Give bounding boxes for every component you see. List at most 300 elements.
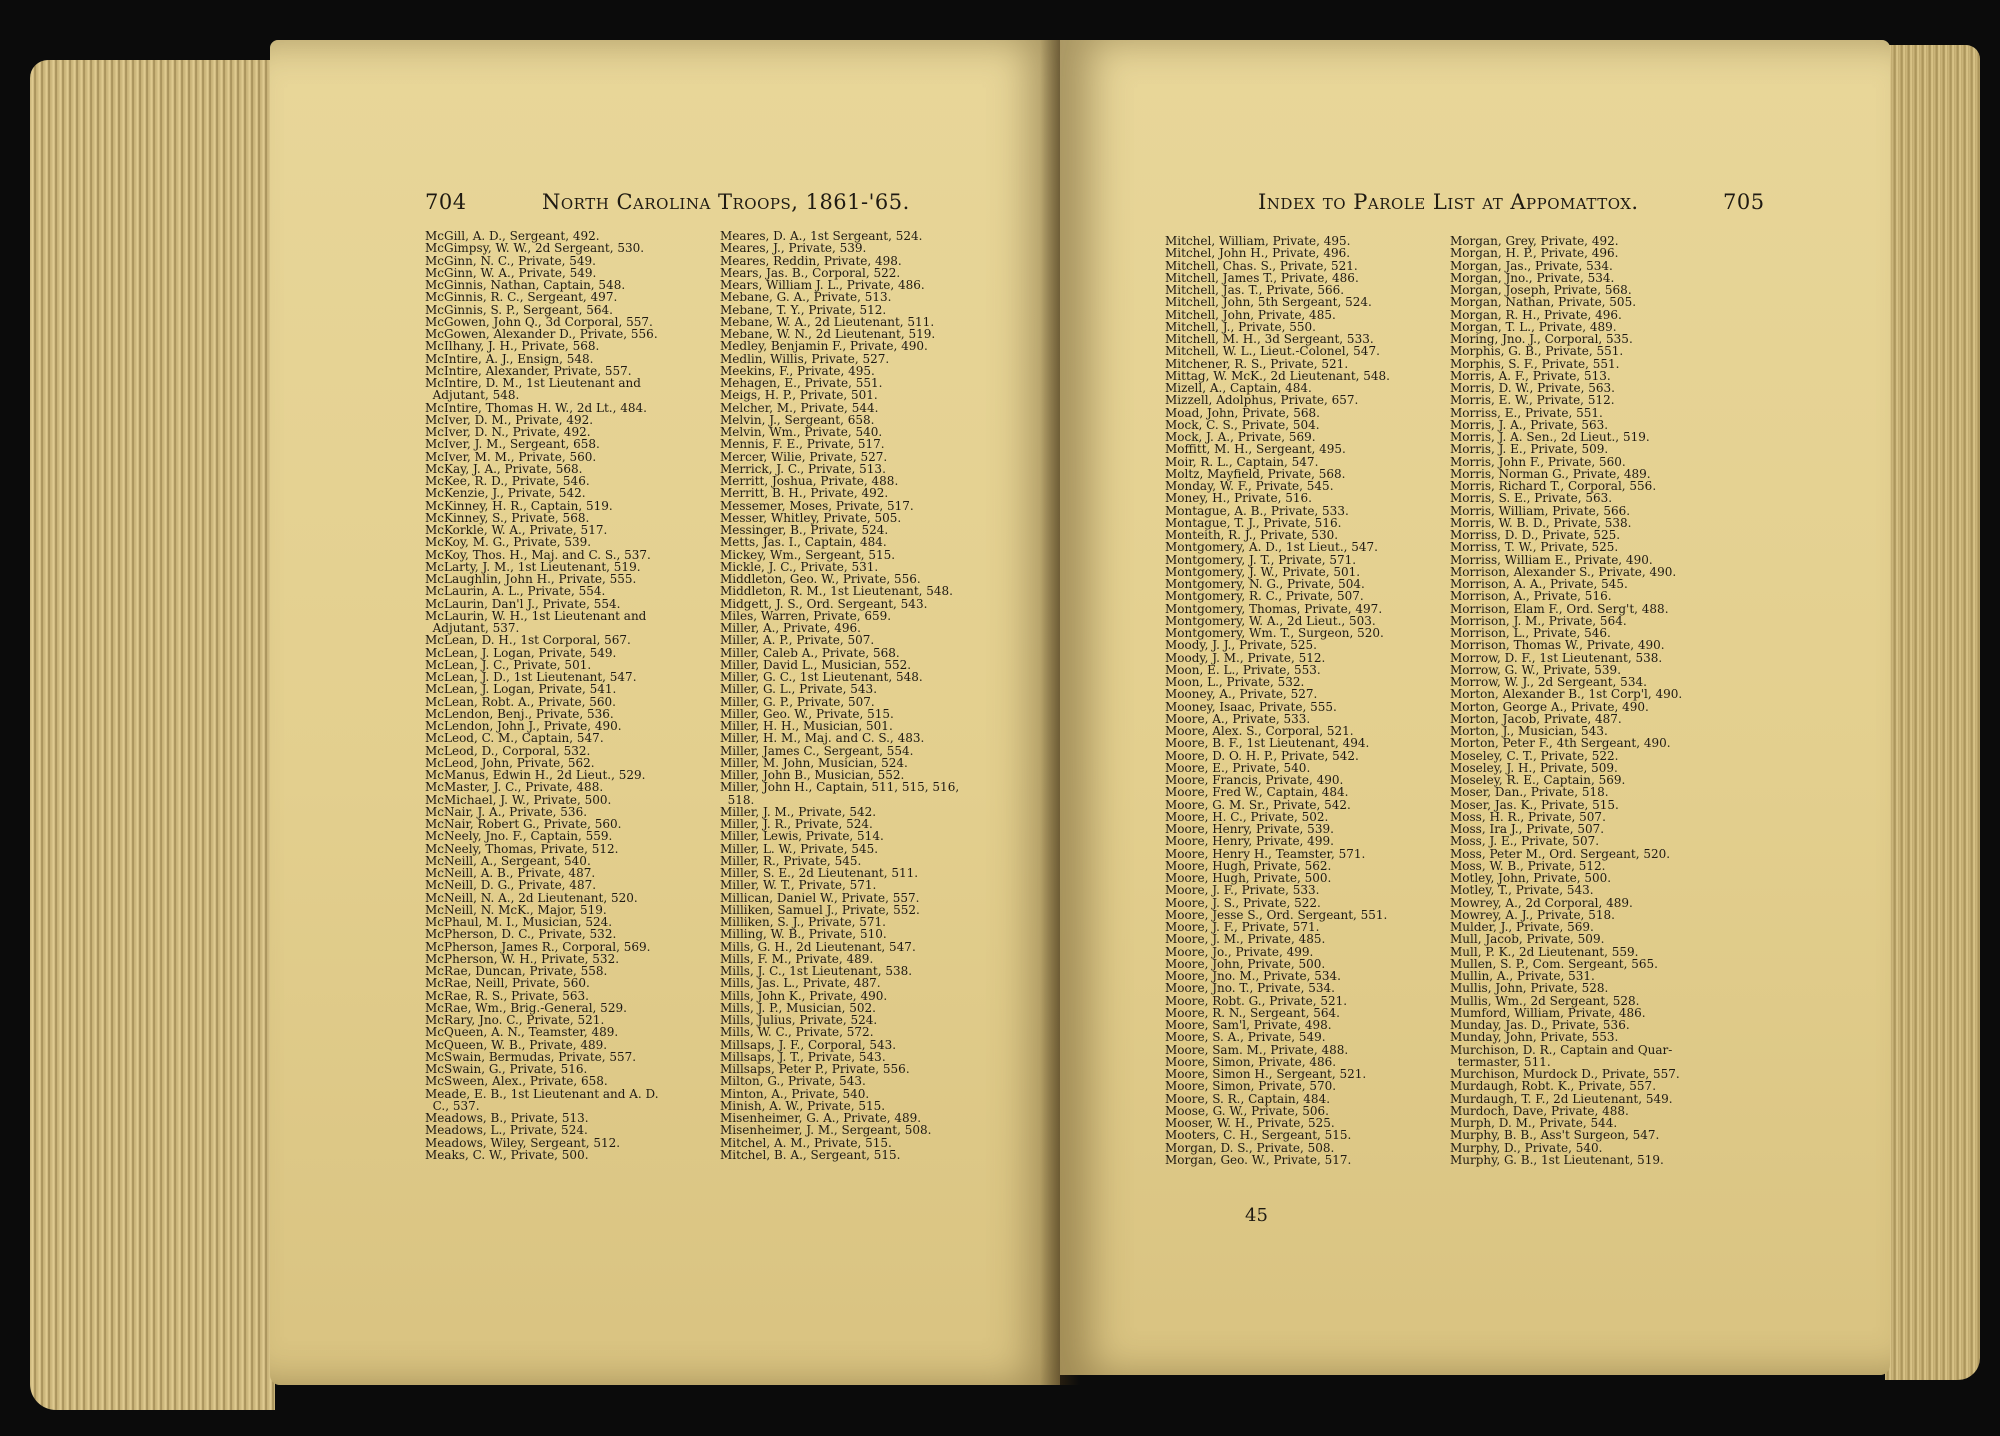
index-entry: Morris, A. F., Private, 513. — [1450, 368, 1611, 383]
index-entry: McKoy, M. G., Private, 539. — [425, 535, 592, 550]
index-entry: McLean, J. Logan, Private, 541. — [425, 682, 617, 697]
right-column-1 — [1165, 235, 1390, 1166]
index-entry: McGowen, Alexander D., Private, 556. — [425, 327, 658, 341]
index-entry: McNeill, N. A., 2d Lieutenant, 520. — [425, 890, 638, 905]
index-entry: Morgan, T. L., Private, 489. — [1450, 319, 1617, 334]
index-entry: McLaurin, W. H., 1st Lieutenant and — [425, 608, 647, 623]
index-entry: Mullis, Wm., 2d Sergeant, 528. — [1450, 993, 1640, 1008]
index-entry: Mooters, C. H., Sergeant, 515. — [1165, 1128, 1352, 1143]
page-number-left: 704 — [425, 190, 467, 214]
index-entry: Mitchell, W. L., Lieut.-Colonel, 547. — [1165, 344, 1380, 359]
index-entry: Morris, John F., Private, 560. — [1450, 454, 1626, 469]
index-entry: Mooney, Isaac, Private, 555. — [1165, 699, 1337, 714]
index-entry: Morris, J. A., Private, 563. — [1450, 417, 1609, 432]
index-entry: Mears, William J. L., Private, 486. — [720, 278, 925, 292]
index-entry: Mitchell, John, Private, 485. — [1165, 307, 1336, 322]
index-entry: Miller, John H., Captain, 511, 515, 516, — [720, 780, 960, 795]
index-entry: Misenheimer, J. M., Sergeant, 508. — [720, 1123, 932, 1138]
index-entry: Morrison, A., Private, 516. — [1450, 589, 1612, 604]
index-entry: Meadows, B., Private, 513. — [425, 1111, 589, 1125]
index-entry: Mull, P. K., 2d Lieutenant, 559. — [1450, 944, 1639, 959]
index-entry: McMichael, J. W., Private, 500. — [425, 792, 612, 807]
index-entry: Meares, J., Private, 539. — [720, 241, 867, 256]
index-entry: Morris, Richard T., Corporal, 556. — [1450, 479, 1657, 493]
index-entry: Miller, H. H., Musician, 501. — [720, 719, 893, 733]
index-entry: McKenzie, J., Private, 542. — [425, 486, 586, 501]
page-edges-left — [30, 60, 275, 1410]
index-entry: Meade, E. B., 1st Lieutenant and A. D. — [425, 1086, 659, 1101]
index-entry: Mitchell, Chas. S., Private, 521. — [1165, 258, 1358, 273]
index-entry: Merritt, Joshua, Private, 488. — [720, 474, 899, 488]
index-entry: Morris, S. E., Private, 563. — [1450, 491, 1613, 506]
index-entry: Murph, D. M., Private, 544. — [1450, 1116, 1618, 1130]
index-entry: Morton, Alexander B., 1st Corp'l, 490. — [1450, 687, 1683, 702]
index-entry: Mickle, J. C., Private, 531. — [720, 559, 879, 574]
index-entry: Mitchel, William, Private, 495. — [1165, 234, 1351, 248]
index-entry: McRae, Duncan, Private, 558. — [425, 964, 608, 978]
index-entry: Miller, Geo. W., Private, 515. — [720, 706, 894, 721]
index-entry: Miller, Caleb A., Private, 568. — [720, 645, 900, 660]
index-entry: McGowen, John Q., 3d Corporal, 557. — [425, 314, 653, 329]
index-entry: Morgan, Joseph, Private, 568. — [1450, 283, 1632, 297]
index-entry: Mitchell, J., Private, 550. — [1165, 319, 1316, 334]
index-entry: Montague, T. J., Private, 516. — [1165, 515, 1342, 530]
index-entry: McLeod, C. M., Captain, 547. — [425, 731, 604, 746]
index-entry: Miller, G. C., 1st Lieutenant, 548. — [720, 670, 923, 684]
index-entry: Mills, J. C., 1st Lieutenant, 538. — [720, 964, 913, 978]
index-entry: Milliken, S. J., Private, 571. — [720, 915, 886, 929]
index-entry: Meigs, H. P., Private, 501. — [720, 388, 878, 403]
index-entry: Miller, James C., Sergeant, 554. — [720, 743, 914, 758]
index-entry: Medlin, Willis, Private, 527. — [720, 351, 890, 366]
index-entry: Moody, J. M., Private, 512. — [1165, 650, 1326, 665]
index-entry: Moore, Hugh, Private, 562. — [1165, 858, 1332, 873]
index-entry: Mittag, W. McK., 2d Lieutenant, 548. — [1165, 368, 1390, 383]
index-entry: Moseley, R. E., Captain, 569. — [1450, 773, 1626, 787]
index-entry: Milling, W. B., Private, 510. — [720, 927, 887, 942]
index-entry: Meekins, F., Private, 495. — [720, 363, 875, 378]
index-entry: McIver, M. M., Private, 560. — [425, 449, 597, 464]
index-entry: Mehagen, E., Private, 551. — [720, 376, 883, 390]
index-entry: McNeill, A. B., Private, 487. — [425, 866, 596, 880]
index-entry: Morris, W. B. D., Private, 538. — [1450, 515, 1632, 530]
index-entry: Murchison, D. R., Captain and Quar- — [1450, 1042, 1673, 1057]
index-entry: Morris, J. A. Sen., 2d Lieut., 519. — [1450, 430, 1650, 444]
index-entry: Moss, H. R., Private, 507. — [1450, 809, 1606, 824]
running-title-left: North Carolina Troops, 1861-'65. — [542, 190, 910, 214]
index-entry: Mullis, John, Private, 528. — [1450, 981, 1609, 996]
index-entry: Mitchel, John H., Private, 496. — [1165, 246, 1351, 261]
index-entry: McIntire, Thomas H. W., 2d Lt., 484. — [425, 400, 647, 415]
index-entry: Moore, Francis, Private, 490. — [1165, 773, 1344, 787]
index-entry: Moore, Henry, Private, 539. — [1165, 822, 1334, 836]
index-entry: Moseley, J. H., Private, 509. — [1450, 760, 1618, 775]
index-entry: McSwain, Bermudas, Private, 557. — [425, 1049, 637, 1064]
index-entry: Morgan, Jas., Private, 534. — [1450, 258, 1613, 273]
index-entry: McLean, J. D., 1st Lieutenant, 547. — [425, 670, 637, 684]
index-entry: Mebane, T. Y., Private, 512. — [720, 302, 887, 317]
index-entry: Milliken, Samuel J., Private, 552. — [720, 902, 920, 917]
index-entry: Moore, R. N., Sergeant, 564. — [1165, 1005, 1340, 1020]
index-entry: McIlhany, J. H., Private, 568. — [425, 339, 600, 354]
index-entry: McIntire, D. M., 1st Lieutenant and — [425, 376, 641, 390]
index-entry: Miles, Warren, Private, 659. — [720, 608, 892, 623]
left-column-1 — [425, 230, 659, 1161]
index-entry: Munday, John, Private, 553. — [1450, 1030, 1619, 1045]
index-entry: McKoy, Thos. H., Maj. and C. S., 537. — [425, 547, 651, 562]
index-entry: Moring, Jno. J., Corporal, 535. — [1450, 332, 1633, 346]
index-entry: Miller, J. R., Private, 524. — [720, 817, 873, 831]
index-entry: Morgan, Grey, Private, 492. — [1450, 234, 1619, 248]
page-edges-right — [1885, 45, 1980, 1380]
index-entry: Miller, H. M., Maj. and C. S., 483. — [720, 731, 925, 746]
index-entry: Moir, R. L., Captain, 547. — [1165, 454, 1319, 469]
index-entry: Moore, Robt. G., Private, 521. — [1165, 993, 1348, 1008]
index-entry: McLeod, D., Corporal, 532. — [425, 743, 591, 758]
index-entry: Morgan, Jno., Private, 534. — [1450, 270, 1615, 285]
index-entry: McIver, J. M., Sergeant, 658. — [425, 437, 600, 452]
index-entry: Monteith, R. J., Private, 530. — [1165, 528, 1339, 542]
index-entry: Moore, S. A., Private, 549. — [1165, 1030, 1326, 1045]
index-entry: McManus, Edwin H., 2d Lieut., 529. — [425, 768, 646, 782]
index-entry: Morrison, L., Private, 546. — [1450, 626, 1611, 640]
index-entry: Mills, John K., Private, 490. — [720, 988, 888, 1003]
index-entry: Mull, Jacob, Private, 509. — [1450, 932, 1605, 947]
index-entry: Montgomery, Thomas, Private, 497. — [1165, 601, 1383, 616]
index-entry: Morriss, William E., Private, 490. — [1450, 552, 1653, 567]
index-entry: Miller, Lewis, Private, 514. — [720, 829, 884, 844]
index-entry: Minton, A., Private, 540. — [720, 1086, 870, 1101]
index-entry: Mulder, J., Private, 569. — [1450, 920, 1594, 934]
index-entry: Moore, H. C., Private, 502. — [1165, 809, 1329, 824]
index-entry: Mills, W. C., Private, 572. — [720, 1025, 874, 1040]
index-entry: McNeill, N. McK., Major, 519. — [425, 902, 607, 917]
index-entry: McRary, Jno. C., Private, 521. — [425, 1013, 605, 1027]
index-entry: Morton, Jacob, Private, 487. — [1450, 711, 1622, 726]
index-entry: Morgan, Nathan, Private, 505. — [1450, 295, 1637, 310]
index-entry: Mennis, F. E., Private, 517. — [720, 437, 885, 452]
index-entry: McMaster, J. C., Private, 488. — [425, 780, 604, 795]
index-entry: Moore, Hugh, Private, 500. — [1165, 871, 1332, 885]
index-entry: McSwain, G., Private, 516. — [425, 1062, 588, 1076]
index-entry: Moltz, Mayfield, Private, 568. — [1165, 466, 1346, 481]
index-entry: McGinn, W. A., Private, 549. — [425, 265, 597, 280]
index-entry: Montgomery, Wm. T., Surgeon, 520. — [1165, 626, 1384, 640]
index-entry: Mills, G. H., 2d Lieutenant, 547. — [720, 939, 916, 954]
index-entry: Montgomery, W. A., 2d Lieut., 503. — [1165, 613, 1376, 628]
index-entry: Millican, Daniel W., Private, 557. — [720, 890, 920, 905]
index-entry: Miller, W. T., Private, 571. — [720, 878, 877, 893]
index-entry: Morgan, Geo. W., Private, 517. — [1165, 1152, 1352, 1167]
index-entry: McIver, D. N., Private, 492. — [425, 425, 591, 439]
right-page — [1060, 40, 1890, 1375]
index-entry: Murphy, G. B., 1st Lieutenant, 519. — [1450, 1152, 1664, 1167]
index-entry: Mitchell, John, 5th Sergeant, 524. — [1165, 295, 1372, 310]
index-entry: McLarty, J. M., 1st Lieutenant, 519. — [425, 559, 641, 574]
index-entry: McGinn, N. C., Private, 549. — [425, 253, 596, 268]
index-entry: Moffitt, M. H., Sergeant, 495. — [1165, 442, 1346, 457]
index-entry: McIntire, A. J., Ensign, 548. — [425, 351, 594, 366]
index-entry: McLean, J. C., Private, 501. — [425, 657, 592, 672]
index-entry: Meadows, Wiley, Sergeant, 512. — [425, 1135, 621, 1150]
index-entry: Miller, G. P., Private, 507. — [720, 694, 875, 709]
index-entry: Money, H., Private, 516. — [1165, 491, 1312, 506]
index-entry: Merritt, B. H., Private, 492. — [720, 486, 889, 501]
index-entry: Morgan, D. S., Private, 508. — [1165, 1140, 1335, 1155]
index-entry: Moore, Jno. M., Private, 534. — [1165, 969, 1341, 983]
index-entry: Middleton, Geo. W., Private, 556. — [720, 572, 921, 586]
index-entry: Moore, D. O. H. P., Private, 542. — [1165, 748, 1359, 763]
index-entry: Moss, Ira J., Private, 507. — [1450, 822, 1605, 836]
index-entry: Mowrey, A. J., Private, 518. — [1450, 907, 1615, 922]
index-entry: McQueen, A. N., Teamster, 489. — [425, 1025, 619, 1040]
index-entry: Meares, D. A., 1st Sergeant, 524. — [720, 229, 923, 243]
index-entry: McPhaul, M. I., Musician, 524. — [425, 915, 613, 929]
index-entry: Morriss, D. D., Private, 525. — [1450, 528, 1621, 542]
index-entry: McRae, R. S., Private, 563. — [425, 988, 589, 1003]
signature-mark: 45 — [1245, 1205, 1268, 1226]
index-entry: McKay, J. A., Private, 568. — [425, 461, 583, 476]
index-entry: Morrison, A. A., Private, 545. — [1450, 577, 1628, 591]
index-entry: Moore, B. F., 1st Lieutenant, 494. — [1165, 736, 1370, 751]
index-entry: Meaks, C. W., Private, 500. — [425, 1147, 589, 1162]
index-entry: Moore, S. R., Captain, 484. — [1165, 1091, 1331, 1106]
running-title-right: Index to Parole List at Appomattox. — [1258, 190, 1639, 214]
index-entry: 518. — [720, 792, 755, 807]
index-entry: Mebane, W. A., 2d Lieutenant, 511. — [720, 314, 935, 329]
index-entry: McLendon, Benj., Private, 536. — [425, 706, 614, 721]
index-entry: McGinnis, S. P., Sergeant, 564. — [425, 302, 613, 317]
index-entry: Montague, A. B., Private, 533. — [1165, 503, 1349, 518]
index-entry: McKinney, S., Private, 568. — [425, 510, 590, 525]
index-entry: Morgan, R. H., Private, 496. — [1450, 307, 1622, 322]
index-entry: Moore, A., Private, 533. — [1165, 711, 1311, 726]
index-entry: Miller, John B., Musician, 552. — [720, 768, 905, 782]
index-entry: Mickey, Wm., Sergeant, 515. — [720, 547, 896, 562]
index-entry: Moore, Simon, Private, 570. — [1165, 1079, 1337, 1094]
index-entry: Morris, Norman G., Private, 489. — [1450, 466, 1651, 481]
index-entry: Millsaps, Peter P., Private, 556. — [720, 1062, 910, 1076]
index-entry: McQueen, W. B., Private, 489. — [425, 1037, 608, 1052]
index-entry: Mumford, William, Private, 486. — [1450, 1005, 1646, 1020]
index-entry: Morrow, W. J., 2d Sergeant, 534. — [1450, 675, 1647, 689]
index-entry: Middleton, R. M., 1st Lieutenant, 548. — [720, 584, 953, 599]
index-entry: McRae, Wm., Brig.-General, 529. — [425, 1000, 627, 1015]
index-entry: Moose, G. W., Private, 506. — [1165, 1103, 1329, 1118]
index-entry: Morgan, H. P., Private, 496. — [1450, 246, 1619, 261]
index-entry: Melvin, Wm., Private, 540. — [720, 425, 883, 439]
index-entry: Moore, Jo., Private, 499. — [1165, 944, 1314, 959]
index-entry: Mills, F. M., Private, 489. — [720, 951, 874, 966]
index-entry: Meares, Reddin, Private, 498. — [720, 253, 902, 268]
index-entry: Messinger, B., Private, 524. — [720, 523, 889, 537]
index-entry: Mullen, S. P., Com. Sergeant, 565. — [1450, 956, 1658, 971]
index-entry: Moody, J. J., Private, 525. — [1165, 638, 1317, 653]
index-entry: Miller, G. L., Private, 543. — [720, 682, 878, 697]
index-entry: Mebane, W. N., 2d Lieutenant, 519. — [720, 327, 936, 341]
index-entry: Mitchel, A. M., Private, 515. — [720, 1135, 892, 1150]
index-entry: Moore, E., Private, 540. — [1165, 760, 1311, 775]
index-entry: Morrison, Thomas W., Private, 490. — [1450, 638, 1665, 653]
index-entry: Moad, John, Private, 568. — [1165, 405, 1320, 420]
index-entry: Moore, Simon, Private, 486. — [1165, 1054, 1337, 1069]
index-entry: Moore, Alex. S., Corporal, 521. — [1165, 724, 1354, 738]
index-entry: Moore, Jesse S., Ord. Sergeant, 551. — [1165, 907, 1388, 922]
index-entry: Murdaugh, T. F., 2d Lieutenant, 549. — [1450, 1091, 1673, 1106]
index-entry: Murdaugh, Robt. K., Private, 557. — [1450, 1079, 1657, 1094]
index-entry: McLaurin, Dan'l J., Private, 554. — [425, 596, 621, 611]
index-entry: McKorkle, W. A., Private, 517. — [425, 523, 608, 537]
index-entry: Minish, A. W., Private, 515. — [720, 1098, 886, 1113]
index-entry: McLean, J. Logan, Private, 549. — [425, 645, 617, 660]
index-entry: Montgomery, J. T., Private, 571. — [1165, 552, 1357, 567]
index-entry: McGinnis, Nathan, Captain, 548. — [425, 278, 626, 292]
index-entry: McIver, D. M., Private, 492. — [425, 412, 594, 427]
index-entry: Midgett, J. S., Ord. Sergeant, 543. — [720, 596, 928, 611]
index-entry: Moon, L., Private, 532. — [1165, 675, 1305, 689]
index-entry: Moore, Jno. T., Private, 534. — [1165, 981, 1335, 996]
index-entry: Misenheimer, G. A., Private, 489. — [720, 1111, 922, 1125]
index-entry: Miller, L. W., Private, 545. — [720, 841, 879, 856]
index-entry: Motley, John, Private, 500. — [1450, 871, 1612, 885]
index-entry: Mooney, A., Private, 527. — [1165, 687, 1318, 702]
index-entry: Moore, J. S., Private, 522. — [1165, 895, 1321, 910]
index-entry: Mitchell, Jas. T., Private, 566. — [1165, 283, 1345, 297]
index-entry: Metts, Jas. I., Captain, 484. — [720, 535, 887, 550]
index-entry: Morriss, E., Private, 551. — [1450, 405, 1603, 420]
index-entry: Murchison, Murdock D., Private, 557. — [1450, 1067, 1680, 1081]
index-entry: Murdoch, Dave, Private, 488. — [1450, 1103, 1629, 1118]
index-entry: Moon, E. L., Private, 553. — [1165, 662, 1321, 677]
index-entry: McNeill, A., Sergeant, 540. — [425, 853, 591, 868]
index-entry: Mills, J. P., Musician, 502. — [720, 1000, 876, 1015]
index-entry: Miller, M. John, Musician, 524. — [720, 755, 908, 770]
index-entry: McLaurin, A. L., Private, 554. — [425, 584, 606, 599]
index-entry: Morris, William, Private, 566. — [1450, 503, 1631, 518]
index-entry: Meadows, L., Private, 524. — [425, 1123, 588, 1138]
index-entry: Moore, John, Private, 500. — [1165, 956, 1326, 971]
index-entry: Motley, T., Private, 543. — [1450, 883, 1594, 898]
index-entry: McLeod, John, Private, 562. — [425, 755, 595, 770]
index-entry: Montgomery, N. G., Private, 504. — [1165, 577, 1365, 591]
index-entry: Morphis, G. B., Private, 551. — [1450, 344, 1624, 359]
index-entry: McIntire, Alexander, Private, 557. — [425, 363, 632, 378]
index-entry: McKee, R. D., Private, 546. — [425, 474, 590, 488]
index-entry: Murphy, D., Private, 540. — [1450, 1140, 1603, 1155]
index-entry: Mock, J. A., Private, 569. — [1165, 430, 1316, 444]
index-entry: Morton, J., Musician, 543. — [1450, 724, 1608, 738]
index-entry: Moseley, C. T., Private, 522. — [1450, 748, 1619, 763]
index-entry: McGimpsy, W. W., 2d Sergeant, 530. — [425, 241, 645, 256]
index-entry: McNeill, D. G., Private, 487. — [425, 878, 597, 893]
left-page — [270, 40, 1060, 1385]
index-entry: McKinney, H. R., Captain, 519. — [425, 498, 613, 513]
index-entry: McNair, Robert G., Private, 560. — [425, 817, 622, 831]
index-entry: Mitchell, M. H., 3d Sergeant, 533. — [1165, 332, 1374, 346]
index-entry: Miller, R., Private, 545. — [720, 853, 862, 868]
index-entry: Moore, Fred W., Captain, 484. — [1165, 785, 1349, 800]
index-entry: Moore, G. M. Sr., Private, 542. — [1165, 797, 1351, 812]
index-entry: Morton, George A., Private, 490. — [1450, 699, 1649, 714]
index-entry: Moser, Jas. K., Private, 515. — [1450, 797, 1619, 812]
index-entry: Milton, G., Private, 543. — [720, 1074, 866, 1089]
index-entry: McNeely, Jno. F., Captain, 559. — [425, 829, 613, 844]
index-entry: Murphy, B. B., Ass't Surgeon, 547. — [1450, 1128, 1660, 1143]
index-entry: Mills, Jas. L., Private, 487. — [720, 976, 881, 991]
index-entry: Moore, Henry, Private, 499. — [1165, 834, 1334, 849]
index-entry: Mooser, W. H., Private, 525. — [1165, 1116, 1335, 1130]
index-entry: Moser, Dan., Private, 518. — [1450, 785, 1609, 800]
index-entry: Monday, W. F., Private, 545. — [1165, 479, 1334, 493]
index-entry: Moore, Henry H., Teamster, 571. — [1165, 846, 1366, 861]
index-entry: Mebane, G. A., Private, 513. — [720, 290, 892, 305]
right-column-2 — [1450, 235, 1682, 1166]
index-entry: Miller, J. M., Private, 542. — [720, 804, 877, 819]
index-entry: Moss, Peter M., Ord. Sergeant, 520. — [1450, 846, 1671, 861]
index-entry: C., 537. — [425, 1098, 480, 1113]
index-entry: Adjutant, 537. — [425, 621, 520, 635]
index-entry: Morrison, J. M., Private, 564. — [1450, 613, 1627, 628]
index-entry: Morphis, S. F., Private, 551. — [1450, 356, 1620, 371]
index-entry: Morris, D. W., Private, 563. — [1450, 381, 1615, 395]
index-entry: McLendon, John J., Private, 490. — [425, 719, 622, 733]
index-entry: Moore, J. F., Private, 571. — [1165, 920, 1320, 934]
index-entry: McLean, D. H., 1st Corporal, 567. — [425, 633, 631, 648]
index-entry: Mitchener, R. S., Private, 521. — [1165, 356, 1349, 371]
index-entry: McLaughlin, John H., Private, 555. — [425, 572, 637, 586]
index-entry: Montgomery, A. D., 1st Lieut., 547. — [1165, 540, 1378, 555]
index-entry: Miller, David L., Musician, 552. — [720, 657, 912, 672]
index-entry: McGill, A. D., Sergeant, 492. — [425, 229, 600, 243]
index-entry: Mitchell, James T., Private, 486. — [1165, 270, 1359, 285]
index-entry: Morris, E. W., Private, 512. — [1450, 393, 1615, 408]
index-entry: McGinnis, R. C., Sergeant, 497. — [425, 290, 618, 305]
index-entry: Mizzell, Adolphus, Private, 657. — [1165, 393, 1359, 408]
index-entry: McNair, J. A., Private, 536. — [425, 804, 588, 819]
index-entry: Millsaps, J. F., Corporal, 543. — [720, 1037, 897, 1052]
index-entry: Montgomery, J. W., Private, 501. — [1165, 564, 1361, 579]
index-entry: Moore, Simon H., Sergeant, 521. — [1165, 1067, 1367, 1081]
index-entry: Miller, A., Private, 496. — [720, 621, 861, 635]
index-entry: McNeely, Thomas, Private, 512. — [425, 841, 619, 856]
index-entry: McRae, Neill, Private, 560. — [425, 976, 590, 991]
index-entry: Mullin, A., Private, 531. — [1450, 969, 1595, 983]
index-entry: Mizell, A., Captain, 484. — [1165, 381, 1312, 395]
index-entry: Medley, Benjamin F., Private, 490. — [720, 339, 928, 354]
index-entry: termaster, 511. — [1450, 1054, 1551, 1069]
index-entry: Mills, Julius, Private, 524. — [720, 1013, 878, 1027]
index-entry: Miller, S. E., 2d Lieutenant, 511. — [720, 866, 919, 880]
index-entry: Moore, Sam'l, Private, 498. — [1165, 1018, 1332, 1032]
index-entry: Adjutant, 548. — [425, 388, 520, 403]
index-entry: McPherson, W. H., Private, 532. — [425, 951, 620, 966]
page-number-right: 705 — [1723, 190, 1765, 214]
index-entry: McSween, Alex., Private, 658. — [425, 1074, 608, 1089]
index-entry: Morrison, Alexander S., Private, 490. — [1450, 564, 1677, 579]
index-entry: Moore, J. M., Private, 485. — [1165, 932, 1326, 947]
index-entry: Merrick, J. C., Private, 513. — [720, 461, 886, 476]
index-entry: Mears, Jas. B., Corporal, 522. — [720, 265, 901, 280]
index-entry: Mowrey, A., 2d Corporal, 489. — [1450, 895, 1633, 910]
index-entry: Miller, A. P., Private, 507. — [720, 633, 875, 648]
index-entry: Melcher, M., Private, 544. — [720, 400, 879, 415]
left-column-2 — [720, 230, 959, 1161]
index-entry: Millsaps, J. T., Private, 543. — [720, 1049, 886, 1064]
index-entry: Morton, Peter F., 4th Sergeant, 490. — [1450, 736, 1671, 751]
index-entry: Mock, C. S., Private, 504. — [1165, 417, 1320, 432]
index-entry: Melvin, J., Sergeant, 658. — [720, 412, 875, 427]
index-entry: Morrow, G. W., Private, 539. — [1450, 662, 1622, 677]
